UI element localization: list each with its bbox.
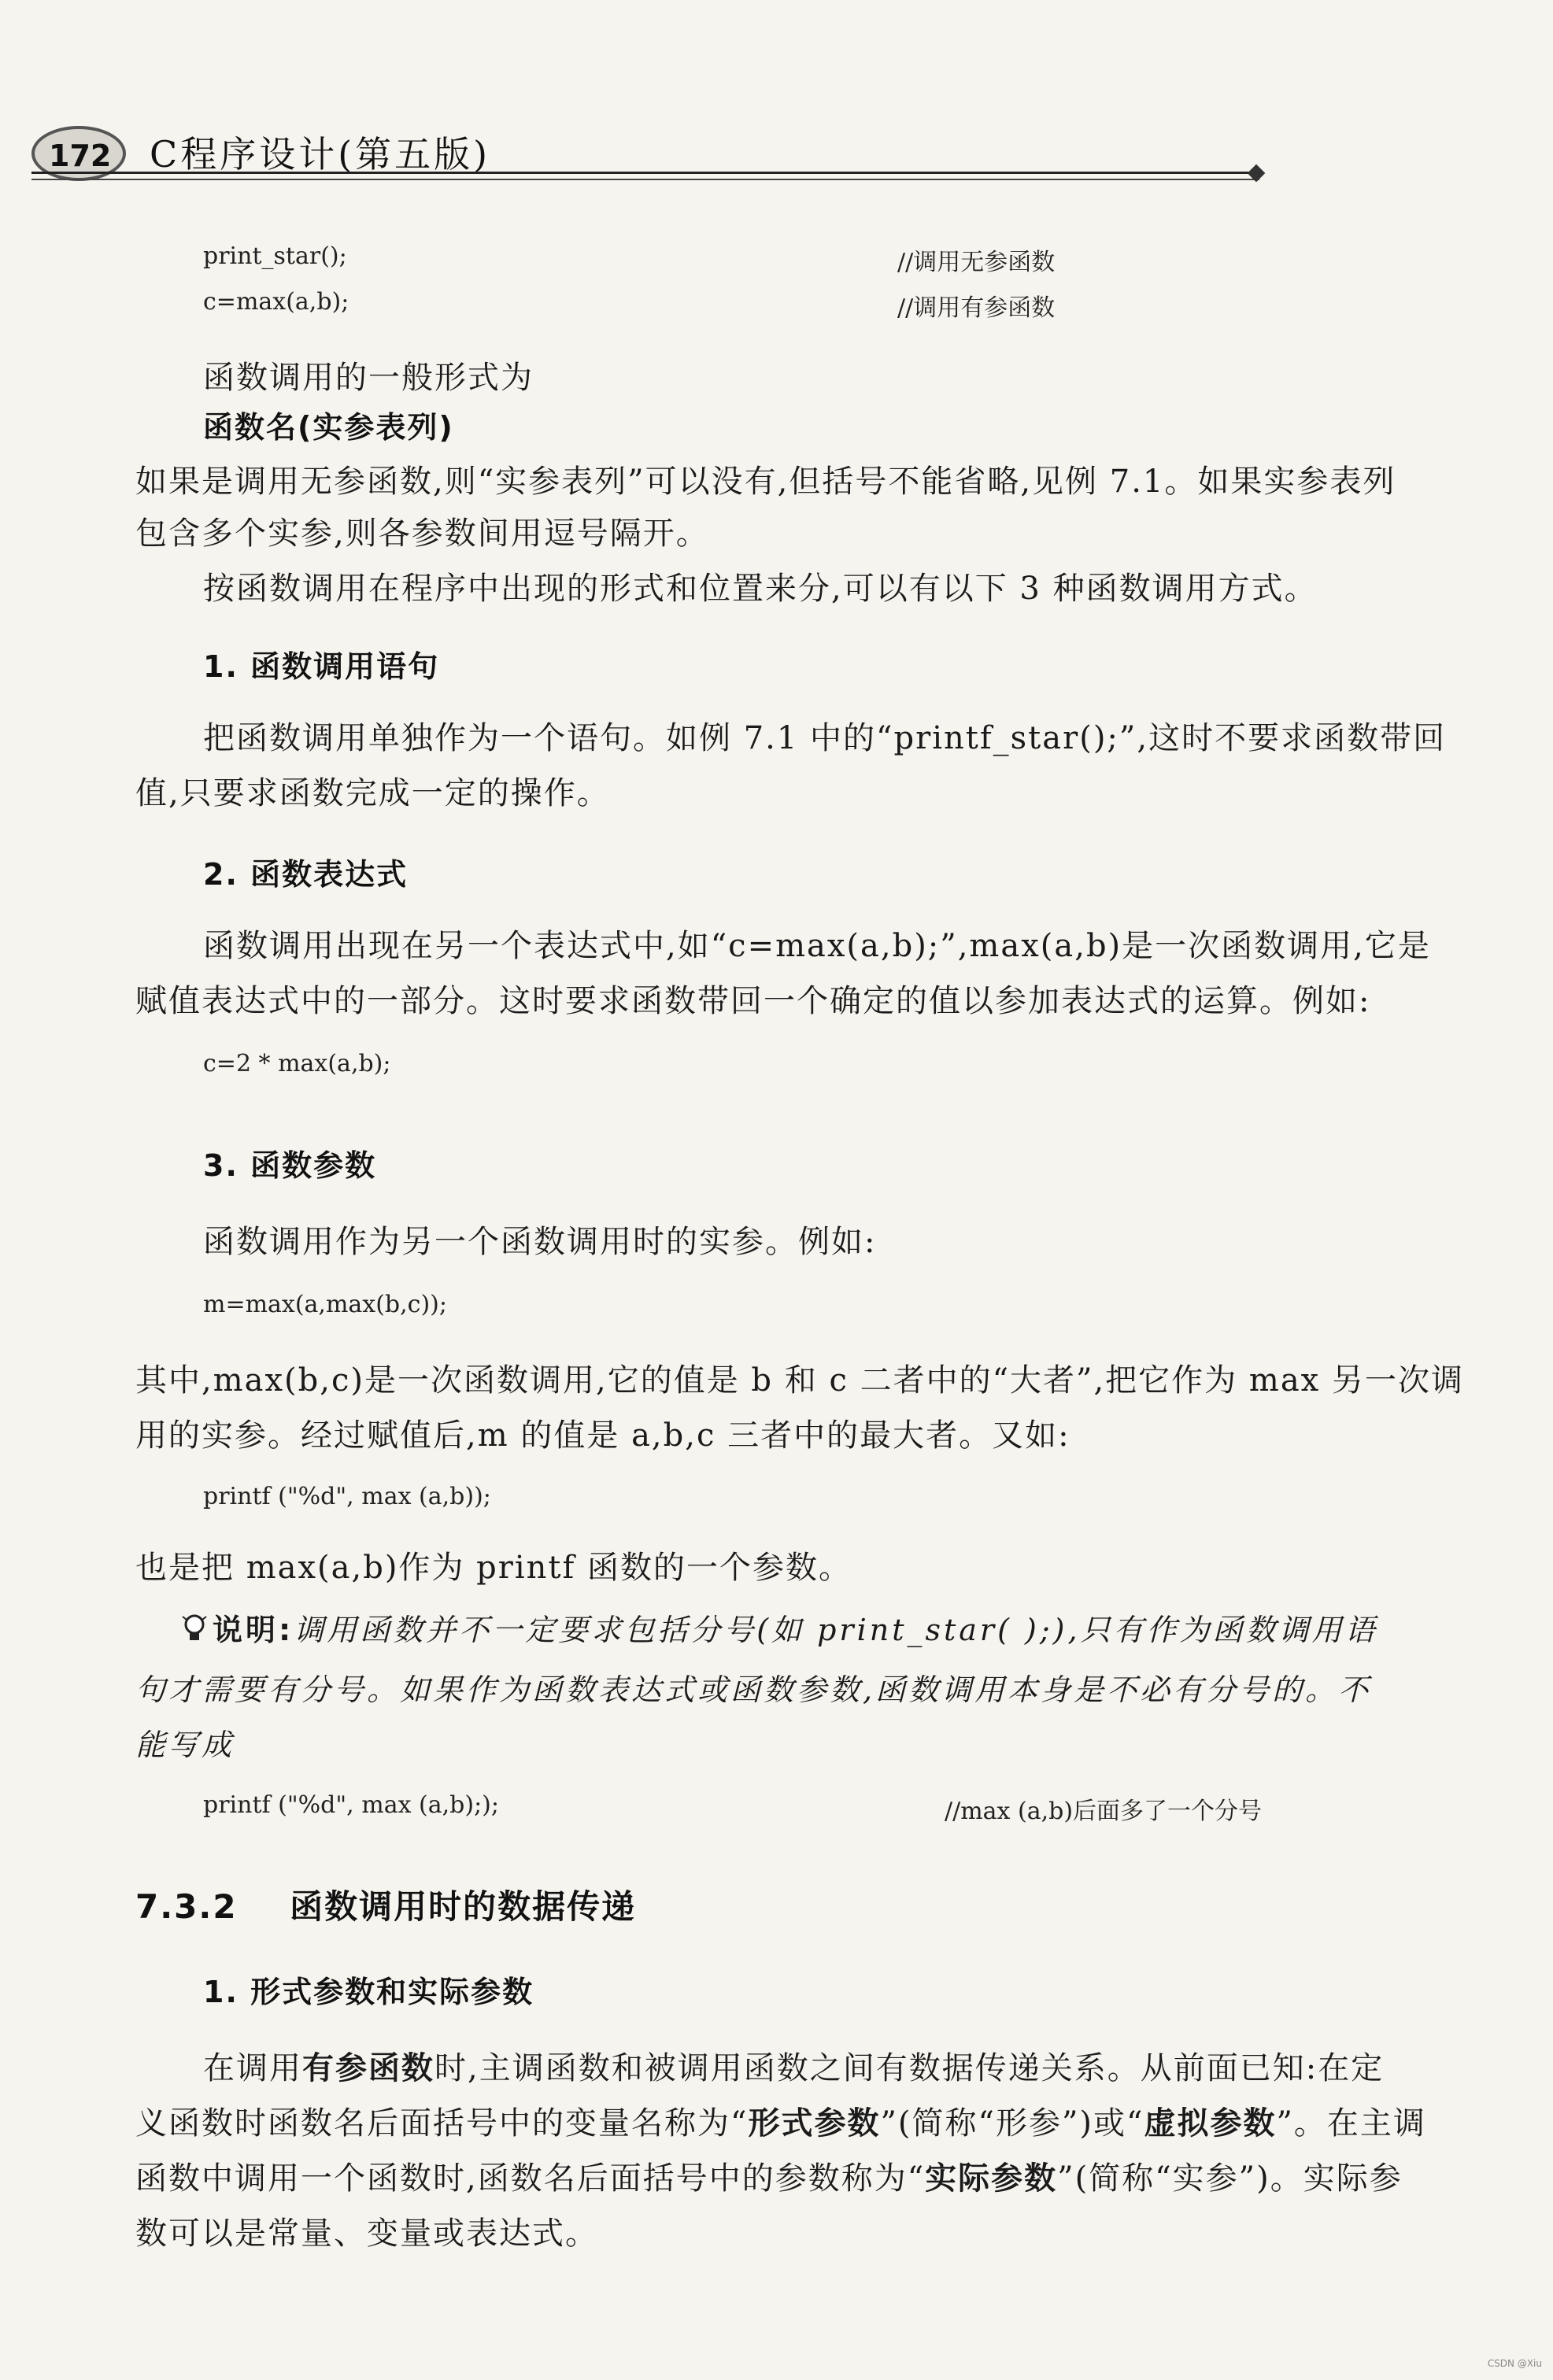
page-header bbox=[31, 110, 1259, 197]
code-comment: //max (a,b)后面多了一个分号 bbox=[945, 1798, 1263, 1825]
code-line: print_star(); bbox=[203, 242, 347, 270]
paragraph-line bbox=[135, 2098, 1426, 2143]
note-label: 说明: bbox=[213, 1613, 294, 1647]
paragraph-line: 如果是调用无参函数,则“实参表列”可以没有,但括号不能省略,见例 7.1。如果实参表列 bbox=[135, 464, 1396, 500]
paragraph-line: 也是把 max(a,b)作为 printf 函数的一个参数。 bbox=[135, 1550, 852, 1586]
paragraph-line: 其中,max(b,c)是一次函数调用,它的值是 b 和 c 二者中的“大者”,把它作为 max 另一次调 bbox=[135, 1362, 1464, 1399]
code-line: printf ("%d", max (a,b);); bbox=[203, 1791, 499, 1819]
book-title: C程序设计(第五版) bbox=[150, 133, 491, 176]
bold-term: 有参函数 bbox=[302, 2050, 434, 2086]
text-span: 义函数时函数名后面括号中的变量名称为“ bbox=[135, 2105, 749, 2142]
text-span: 时,主调函数和被调用函数之间有数据传递关系。从前面已知:在定 bbox=[434, 2050, 1385, 2086]
code-line: m=max(a,max(b,c)); bbox=[203, 1291, 447, 1318]
bold-term: 虚拟参数 bbox=[1144, 2105, 1277, 2142]
paragraph-line bbox=[203, 2043, 1384, 2088]
note-line: 能写成 bbox=[135, 1728, 235, 1762]
note-text: 调用函数并不一定要求包括分号(如 print_star( );),只有作为函数调用语 bbox=[294, 1613, 1378, 1647]
bold-term: 形式参数 bbox=[748, 2105, 881, 2142]
page-number: 172 bbox=[49, 139, 112, 173]
code-comment: //调用无参函数 bbox=[897, 249, 1056, 276]
code-line: printf ("%d", max (a,b)); bbox=[203, 1483, 491, 1510]
note-line: 句才需要有分号。如果作为函数表达式或函数参数,函数调用本身是不必有分号的。不 bbox=[135, 1672, 1372, 1707]
paragraph-line: 值,只要求函数完成一定的操作。 bbox=[135, 775, 610, 811]
bold-term: 实际参数 bbox=[925, 2160, 1058, 2197]
paragraph-line: 包含多个实参,则各参数间用逗号隔开。 bbox=[135, 516, 709, 552]
section-heading: 1. 函数调用语句 bbox=[203, 649, 440, 684]
code-line: c=max(a,b); bbox=[203, 288, 349, 316]
text-span: ”(简称“形参”)或“ bbox=[880, 2105, 1144, 2142]
general-form: 函数名(实参表列) bbox=[203, 410, 454, 445]
paragraph-line bbox=[135, 2153, 1403, 2198]
paragraph-line: 赋值表达式中的一部分。这时要求函数带回一个确定的值以参加表达式的运算。例如: bbox=[135, 983, 1371, 1019]
paragraph-line: 按函数调用在程序中出现的形式和位置来分,可以有以下 3 种函数调用方式。 bbox=[203, 571, 1318, 607]
note-line bbox=[181, 1606, 1378, 1649]
text-span: 函数中调用一个函数时,函数名后面括号中的参数称为“ bbox=[135, 2160, 926, 2197]
text-span: 在调用 bbox=[203, 2050, 302, 2086]
paragraph-line: 数可以是常量、变量或表达式。 bbox=[135, 2216, 598, 2252]
section-heading: 1. 形式参数和实际参数 bbox=[203, 1975, 534, 2009]
paragraph-line: 函数调用的一般形式为 bbox=[203, 360, 534, 396]
subsection-number: 7.3.2 bbox=[135, 1887, 238, 1926]
section-heading: 3. 函数参数 bbox=[203, 1148, 377, 1183]
section-heading: 2. 函数表达式 bbox=[203, 857, 409, 892]
header-rule bbox=[31, 172, 1259, 180]
paragraph-line: 函数调用出现在另一个表达式中,如“c=max(a,b);”,max(a,b)是一次函数调用,它是 bbox=[203, 928, 1431, 964]
subsection-title: 函数调用时的数据传递 bbox=[290, 1887, 637, 1926]
paragraph-line: 函数调用作为另一个函数调用时的实参。例如: bbox=[203, 1224, 877, 1260]
text-span: ”(简称“实参”)。实际参 bbox=[1057, 2160, 1403, 2197]
text-span: ”。在主调 bbox=[1276, 2105, 1426, 2142]
lightbulb-icon bbox=[181, 1613, 208, 1645]
watermark: CSDN @Xiu bbox=[1487, 2358, 1542, 2369]
paragraph-line: 用的实参。经过赋值后,m 的值是 a,b,c 三者中的最大者。又如: bbox=[135, 1417, 1070, 1454]
code-comment: //调用有参函数 bbox=[897, 294, 1056, 322]
code-line: c=2 * max(a,b); bbox=[203, 1050, 391, 1077]
subsection-heading bbox=[135, 1881, 636, 1928]
paragraph-line: 把函数调用单独作为一个语句。如例 7.1 中的“printf_star();”,这时不要求函数带回 bbox=[203, 720, 1447, 756]
